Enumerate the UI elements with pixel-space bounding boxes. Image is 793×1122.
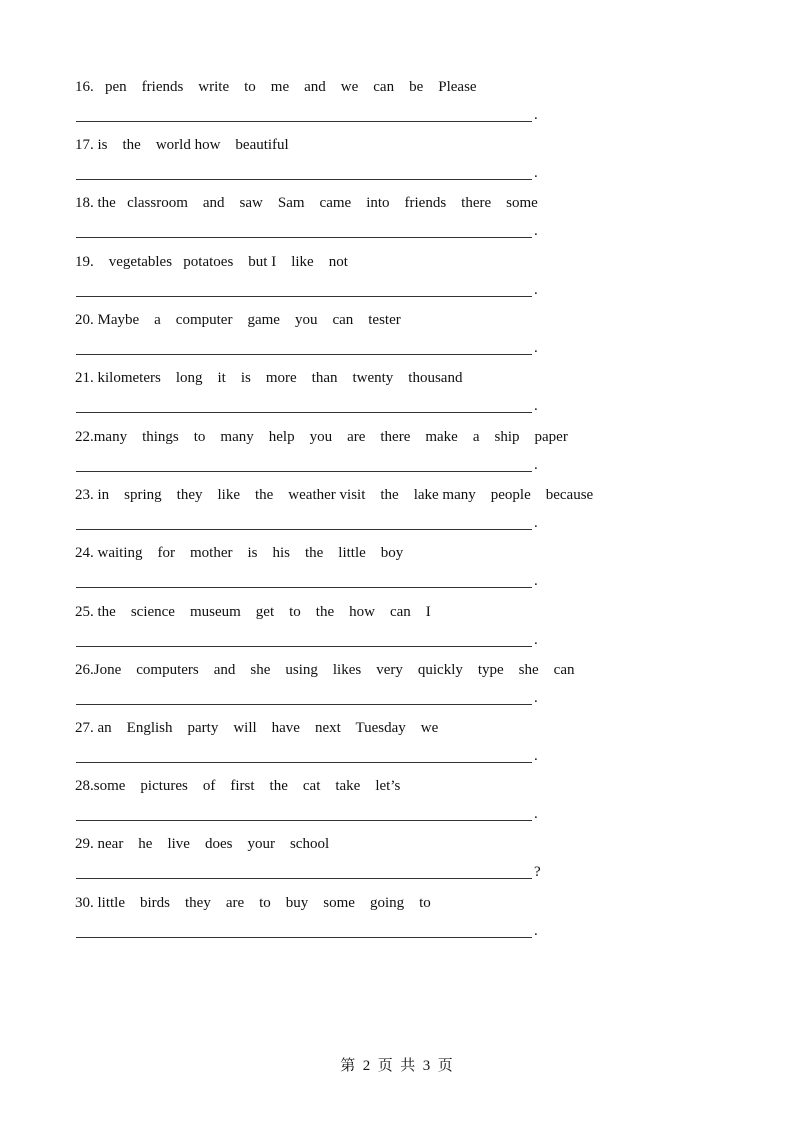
question-prompt: 26.Jone computers and she using likes very quickly type she can <box>75 662 575 678</box>
answer-blank[interactable] <box>76 878 532 879</box>
question-prompt: 30. little birds they are to buy some going to <box>75 895 431 911</box>
answer-blank[interactable] <box>76 121 532 122</box>
answer-row <box>75 396 675 416</box>
question-25 <box>75 603 675 650</box>
question-prompt: 16. pen friends write to me and we can be Please <box>75 79 477 95</box>
end-punctuation: . <box>534 398 538 414</box>
question-19 <box>75 253 675 300</box>
question-prompt: 19. vegetables potatoes but I like not <box>75 254 348 270</box>
answer-blank[interactable] <box>76 296 532 297</box>
question-prompt: 28.some pictures of first the cat take let’s <box>75 778 401 794</box>
page-footer <box>0 1054 793 1075</box>
answer-row <box>75 105 675 125</box>
answer-blank[interactable] <box>76 820 532 821</box>
question-prompt: 20. Maybe a computer game you can tester <box>75 312 401 328</box>
question-27 <box>75 719 675 766</box>
answer-blank[interactable] <box>76 471 532 472</box>
question-22 <box>75 428 675 475</box>
question-prompt: 27. an English party will have next Tuesday we <box>75 720 439 736</box>
question-29 <box>75 835 675 882</box>
answer-blank[interactable] <box>76 354 532 355</box>
question-26 <box>75 661 675 708</box>
answer-row <box>75 338 675 358</box>
question-prompt: 21. kilometers long it is more than twenty thousand <box>75 370 463 386</box>
answer-row <box>75 630 675 650</box>
end-punctuation: . <box>534 690 538 706</box>
question-prompt: 23. in spring they like the weather visit the lake many people because <box>75 487 594 503</box>
answer-row <box>75 746 675 766</box>
question-16 <box>75 78 675 125</box>
end-punctuation: . <box>534 748 538 764</box>
page-number-text: 第 2 页 共 3 页 <box>340 1058 453 1074</box>
question-30 <box>75 894 675 941</box>
question-24 <box>75 544 675 591</box>
end-punctuation: . <box>534 632 538 648</box>
answer-row <box>75 921 675 941</box>
answer-row <box>75 280 675 300</box>
answer-blank[interactable] <box>76 529 532 530</box>
end-punctuation: . <box>534 107 538 123</box>
answer-row <box>75 163 675 183</box>
answer-blank[interactable] <box>76 237 532 238</box>
answer-blank[interactable] <box>76 937 532 938</box>
question-20 <box>75 311 675 358</box>
answer-row <box>75 804 675 824</box>
end-punctuation: . <box>534 223 538 239</box>
answer-blank[interactable] <box>76 412 532 413</box>
answer-blank[interactable] <box>76 587 532 588</box>
end-punctuation: . <box>534 340 538 356</box>
end-punctuation: . <box>534 923 538 939</box>
question-23 <box>75 486 675 533</box>
end-punctuation: . <box>534 282 538 298</box>
end-punctuation: . <box>534 573 538 589</box>
question-prompt: 22.many things to many help you are there make a ship paper <box>75 429 568 445</box>
question-17 <box>75 136 675 183</box>
question-prompt: 25. the science museum get to the how can I <box>75 604 431 620</box>
answer-blank[interactable] <box>76 704 532 705</box>
answer-row <box>75 221 675 241</box>
answer-blank[interactable] <box>76 646 532 647</box>
answer-row <box>75 571 675 591</box>
question-prompt: 29. near he live does your school <box>75 836 330 852</box>
answer-blank[interactable] <box>76 762 532 763</box>
question-prompt: 18. the classroom and saw Sam came into friends there some <box>75 195 538 211</box>
end-punctuation: ? <box>534 864 541 880</box>
question-28 <box>75 777 675 824</box>
end-punctuation: . <box>534 165 538 181</box>
answer-blank[interactable] <box>76 179 532 180</box>
question-18 <box>75 194 675 241</box>
answer-row <box>75 688 675 708</box>
question-prompt: 24. waiting for mother is his the little boy <box>75 545 404 561</box>
answer-row <box>75 513 675 533</box>
question-prompt: 17. is the world how beautiful <box>75 137 289 153</box>
end-punctuation: . <box>534 806 538 822</box>
answer-row <box>75 455 675 475</box>
answer-row <box>75 862 675 882</box>
question-21 <box>75 369 675 416</box>
end-punctuation: . <box>534 515 538 531</box>
end-punctuation: . <box>534 457 538 473</box>
